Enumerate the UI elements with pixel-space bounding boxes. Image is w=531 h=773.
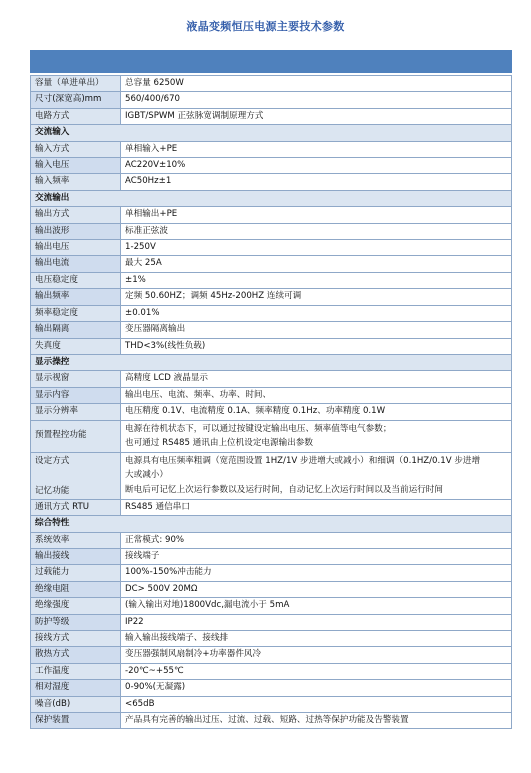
section-title: 综合特性 xyxy=(31,516,512,532)
table-row xyxy=(31,387,512,403)
table-row xyxy=(31,289,512,305)
row-value: 变压器隔离输出 xyxy=(121,322,512,338)
row-label: 输入频率 xyxy=(31,174,121,190)
row-value: AC220V±10% xyxy=(121,158,512,174)
row-value: -20℃~+55℃ xyxy=(121,663,512,679)
row-label: 预置程控功能 xyxy=(31,420,121,452)
row-label xyxy=(31,452,121,499)
row-value: 高精度 LCD 液晶显示 xyxy=(121,371,512,387)
table-row xyxy=(31,696,512,712)
table-row xyxy=(31,322,512,338)
row-value: 总容量 6250W xyxy=(121,76,512,92)
row-value: 正常模式: 90% xyxy=(121,532,512,548)
table-row xyxy=(31,499,512,515)
row-label: 输出方式 xyxy=(31,207,121,223)
row-label: 电路方式 xyxy=(31,108,121,124)
table-row xyxy=(31,174,512,190)
row-value xyxy=(121,452,512,499)
setting-line: 电源具有电压频率粗调（宽范围设置 1HZ/1V 步进增大或减小）和细调（0.1HZ/0.1V 步进增 xyxy=(125,455,481,466)
row-value: (输入输出对地)1800Vdc,漏电流小于 5mA xyxy=(121,598,512,614)
row-value: 1-250V xyxy=(121,240,512,256)
row-value: 接线端子 xyxy=(121,548,512,564)
row-label: 系统效率 xyxy=(31,532,121,548)
preset-line: 也可通过 RS485 通讯由上位机设定电源输出参数 xyxy=(125,438,313,449)
table-row xyxy=(31,158,512,174)
table-row xyxy=(31,223,512,239)
row-label: 显示视窗 xyxy=(31,371,121,387)
page-title: 液晶变频恒压电源主要技术参数 xyxy=(186,20,345,33)
section-title: 交流输出 xyxy=(31,190,512,206)
table-row xyxy=(31,663,512,679)
row-label: 显示内容 xyxy=(31,387,121,403)
row-value: DC> 500V 20MΩ xyxy=(121,581,512,597)
section-title: 交流输入 xyxy=(31,125,512,141)
row-label: 失真度 xyxy=(31,338,121,354)
row-value: IGBT/SPWM 正弦脉宽调制原理方式 xyxy=(121,108,512,124)
row-label: 工作温度 xyxy=(31,663,121,679)
row-label: 输出波形 xyxy=(31,223,121,239)
table-row xyxy=(31,565,512,581)
table-row xyxy=(31,207,512,223)
row-label: 输入电压 xyxy=(31,158,121,174)
row-value: 电压精度 0.1V、电流精度 0.1A、频率精度 0.1Hz、功率精度 0.1W xyxy=(121,404,512,420)
table-row-setting xyxy=(31,452,512,499)
row-value: 0-90%(无凝露) xyxy=(121,680,512,696)
table-row xyxy=(31,272,512,288)
setting-label: 设定方式 xyxy=(35,455,70,466)
row-value: 变压器强制风扇制冷+功率器件风冷 xyxy=(121,647,512,663)
table-row xyxy=(31,371,512,387)
section-header xyxy=(31,516,512,532)
row-label: 输出频率 xyxy=(31,289,121,305)
row-label: 散热方式 xyxy=(31,647,121,663)
row-label: 输入方式 xyxy=(31,141,121,157)
row-label: 电压稳定度 xyxy=(31,272,121,288)
row-label: 接线方式 xyxy=(31,630,121,646)
row-label: 频率稳定度 xyxy=(31,305,121,321)
table-row xyxy=(31,630,512,646)
table-row xyxy=(31,713,512,729)
table-row xyxy=(31,598,512,614)
row-value: 100%-150%冲击能力 xyxy=(121,565,512,581)
row-label: 保护装置 xyxy=(31,713,121,729)
table-row xyxy=(31,108,512,124)
table-row xyxy=(31,532,512,548)
table-row xyxy=(31,404,512,420)
section-header xyxy=(31,354,512,370)
row-value: IP22 xyxy=(121,614,512,630)
row-label: 输出隔离 xyxy=(31,322,121,338)
row-label: 通讯方式 RTU xyxy=(31,499,121,515)
table-row xyxy=(31,256,512,272)
section-title: 显示操控 xyxy=(31,354,512,370)
row-value: 产品具有完善的输出过压、过流、过载、短路、过热等保护功能及告警装置 xyxy=(121,713,512,729)
row-value: 560/400/670 xyxy=(121,92,512,108)
row-value: 定频 50.60HZ；调频 45Hz-200HZ 连续可调 xyxy=(121,289,512,305)
row-value: 单相输出+PE xyxy=(121,207,512,223)
preset-line: 电源在待机状态下，可以通过按键设定输出电压、频率值等电气参数； xyxy=(125,423,392,434)
table-row xyxy=(31,240,512,256)
row-value: <65dB xyxy=(121,696,512,712)
section-header xyxy=(31,125,512,141)
spec-table xyxy=(30,75,512,729)
memory-label: 记忆功能 xyxy=(35,485,70,496)
row-value: AC50Hz±1 xyxy=(121,174,512,190)
table-row xyxy=(31,680,512,696)
table-row-preset xyxy=(31,420,512,452)
row-label: 绝缘强度 xyxy=(31,598,121,614)
row-label: 输出电流 xyxy=(31,256,121,272)
table-row xyxy=(31,305,512,321)
table-row xyxy=(31,76,512,92)
row-value: RS485 通信串口 xyxy=(121,499,512,515)
table-row xyxy=(31,548,512,564)
row-label: 过载能力 xyxy=(31,565,121,581)
table-row xyxy=(31,614,512,630)
row-value: ±0.01% xyxy=(121,305,512,321)
table-row xyxy=(31,581,512,597)
table-row xyxy=(31,338,512,354)
row-label: 绝缘电阻 xyxy=(31,581,121,597)
row-label: 尺寸(深宽高)mm xyxy=(31,92,121,108)
row-value: 最大 25A xyxy=(121,256,512,272)
row-label: 噪音(dB) xyxy=(31,696,121,712)
row-value xyxy=(121,420,512,452)
header-band xyxy=(30,50,512,73)
table-row xyxy=(31,141,512,157)
row-value: 输入输出接线端子、接线排 xyxy=(121,630,512,646)
row-label: 防护等级 xyxy=(31,614,121,630)
row-value: 单相输入+PE xyxy=(121,141,512,157)
row-value: 输出电压、电流、频率、功率、时间、 xyxy=(121,387,512,403)
row-label: 容量（单进单出） xyxy=(31,76,121,92)
row-label: 输出接线 xyxy=(31,548,121,564)
memory-line: 断电后可记忆上次运行参数以及运行时间，自动记忆上次运行时间以及当前运行时间 xyxy=(125,485,443,496)
row-label: 输出电压 xyxy=(31,240,121,256)
table-row xyxy=(31,647,512,663)
setting-line: 大或减小） xyxy=(125,470,168,481)
row-value: 标准正弦波 xyxy=(121,223,512,239)
row-value: ±1% xyxy=(121,272,512,288)
row-label: 显示分辨率 xyxy=(31,404,121,420)
table-row xyxy=(31,92,512,108)
section-header xyxy=(31,190,512,206)
row-value: THD<3%(线性负载) xyxy=(121,338,512,354)
row-label: 相对湿度 xyxy=(31,680,121,696)
